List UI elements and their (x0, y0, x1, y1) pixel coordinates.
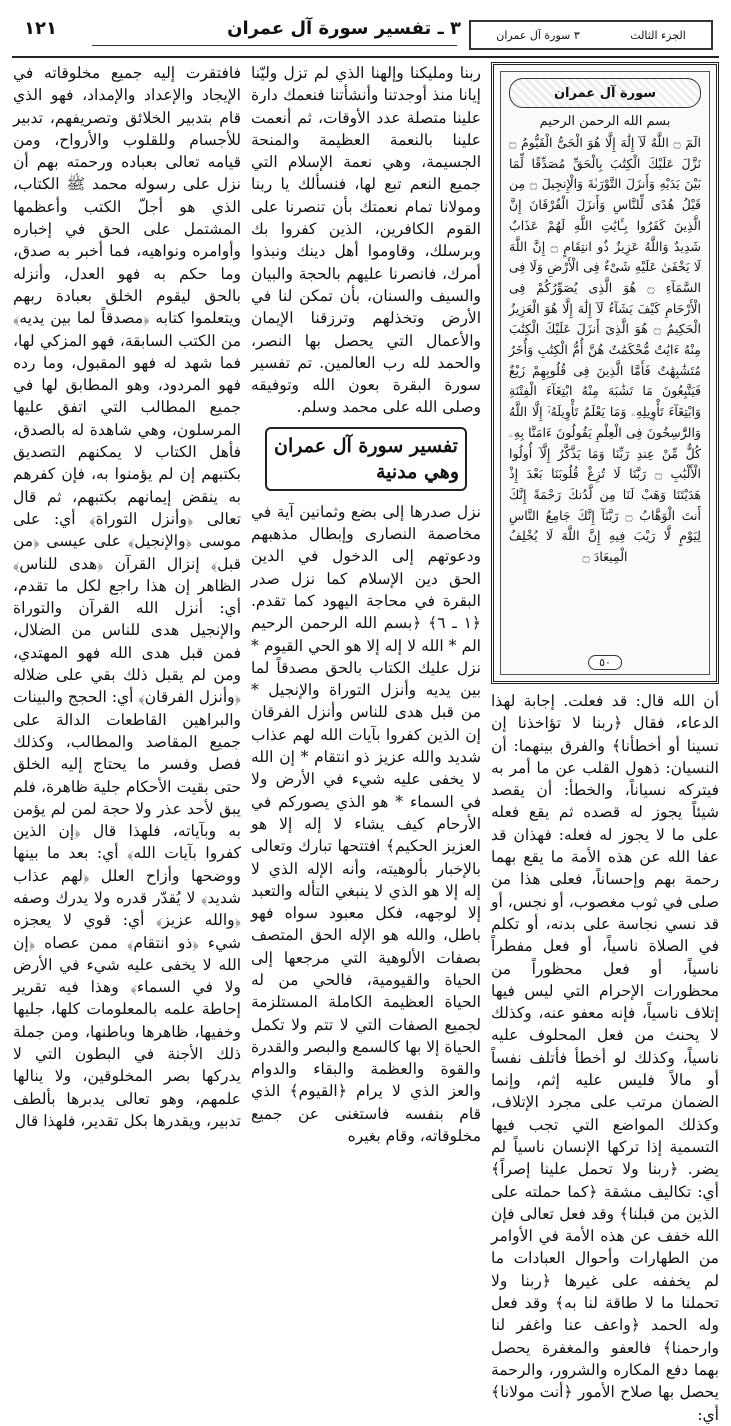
paragraph: نزل صدرها إلى بضع وثمانين آية في مخاصمة النصارى وإبطال مذهبهم ودعوتهم إلى الدخول في الدين الحق دين الإسلام كما نزل صدر البقرة في محاجة اليهود كما تقدم. ﴿١ ـ ٦﴾ ﴿بسم الله الرحمن الرحيم الم * الله لا إله إلا هو الحي القيوم * نزل عليك الكتاب بالحق مصدقاً لما بين يديه وأنزل التوراة والإنجيل * من قبل هدى للناس وأنزل الفرقان إن الذين كفروا بآيات الله لهم عذاب شديد والله عزيز ذو انتقام * إن الله لا يخفى عليه شيء في الأرض ولا في السماء * هو الذي يصوركم في الأرحام كيف يشاء لا إله إلا هو العزيز الحكيم﴾ افتتحها تبارك وتعالى بالإخبار بألوهيته، وأنه الإله الذي لا إله إلا هو الذي لا ينبغي التأله والتعبد إلا لوجهه، فكل معبود سواه فهو باطل، والله هو الإله الحق المتصف بصفات الألوهية التي مرجعها إلى الحياة والقيومية، فالحي من له الحياة العظيمة الكاملة المستلزمة لجميع الصفات التي لا تتم ولا تكمل الحياة إلا بها كالسمع والبصر والقدرة والقوة والعظمة والبقاء والدوام والعز الذي لا يرام ﴿القيوم﴾ الذي قام بنفسه فاستغنى عن جميع مخلوقاته، وقام بغيره (251, 502, 481, 1146)
column-left (13, 62, 241, 1132)
quran-surah-label: ٣ سورة آل عمران (496, 28, 580, 42)
header-rule (92, 45, 457, 46)
quran-juz-label: الجزء الثالث (630, 28, 686, 42)
paragraph: فافتقرت إليه جميع مخلوقاته في الإيجاد والإعداد والإمداد، فهو الذي قام بتدبير الخلائق وتصريفهم، تدبير للأجسام وللقلوب والأرواح، ومن قيامه تعالى بعباده ورحمته بهم أن نزل على رسوله محمد ﷺ الكتاب، الذي هو أجلّ الكتب وأعظمها المشتمل على الحق في إخباره وأوامره ونواهيه، فما أخبر به صدق، وما حكم به فهو العدل، وأنزله بالحق ليقوم الخلق بعبادة ربهم ويتعلموا كتابه ﴿مصدقاً لما بين يديه﴾ من الكتب السابقة، فهو المزكي لها، فما شهد له فهو المقبول، وما رده فهو المردود، وهو المطابق لها في جميع المطالب التي اتفق عليها المرسلون، وهي شاهدة له بالصدق، فأهل الكتاب لا يمكنهم التصديق بكتبهم إن لم يؤمنوا به، فإن كفرهم به ينقض إيمانهم بكتبهم، ثم قال تعالى ﴿وأنزل التوراة﴾ أي: على موسى ﴿والإنجيل﴾ على عيسى ﴿من قبل﴾ إنزال القرآن ﴿هدى للناس﴾ الظاهر إن هذا راجع لكل ما تقدم، أي: أنزل الله القرآن والتوراة والإنجيل هدى للناس من الضلال، فمن قبل هدى الله فهو المهتدي، ومن لم يقبل ذلك بقي على ضلاله ﴿وأنزل الفرقان﴾ أي: الحجج والبينات والبراهين القاطعات الدالة على جميع المقاصد والمطالب، وكذلك فصل وفسر ما يحتاج إليه الخلق حتى بقيت الأحكام جلية ظاهرة، فلم يبق لأحد عذر ولا حجة لمن لم يؤمن به وبآياته، فلهذا قال ﴿إن الذين كفروا بآيات الله﴾ أي: بعد ما بينها ووضحها وأزاح العلل ﴿لهم عذاب شديد﴾ لا يُقدّر قدره ولا يدرك وصفه ﴿والله عزيز﴾ أي: قوي لا يعجزه شيء ﴿ذو انتقام﴾ ممن عصاه ﴿إن الله لا يخفى عليه شيء في الأرض ولا في السماء﴾ وهذا فيه تقرير إحاطة علمه بالمعلومات كلها، جليها وخفيها، ظاهرها وباطنها، ومن جملة ذلك الأجنة في البطون التي لا يدركها بصر المخلوقين، ولا ينالها علمهم، وهو تعالى يدبرها بألطف تدبير، ويقدرها بكل تقدير، فلهذا قال (13, 64, 241, 1130)
paragraph: أن الله قال: قد فعلت. إجابة لهذا الدعاء، فقال ﴿ربنا لا تؤاخذنا إن نسينا أو أخطأنا﴾ والفرق بينهما: أن النسيان: ذهول القلب عن ما أمر به فيتركه نسياناً، والخطأ: أن يقصد شيئاً يجوز له قصده ثم يقع فعله على ما لا يجوز له فعله: فهذان قد عفا الله عن هذه الأمة ما يقع بهما رحمة بهم وإحساناً، فعلى هذا من صلى في ثوب مغصوب، أو نجس، أو قد نسي نجاسة على بدنه، أو تكلم في الصلاة ناسياً، أو فعل مفطراً ناسياً، أو فعل محظوراً من محظورات الإحرام التي ليس فيها إتلاف ناسياً، فإنه معفو عنه، وكذلك لا يحنث من فعل المحلوف عليه ناسياً، وكذلك لو أخطأ فأتلف نفساً أو مالاً فليس عليه إثم، وإنما الضمان مرتب على مجرد الإتلاف، وكذلك المواضع التي تجب فيها التسمية إذا تركها الإنسان ناسياً لم يضر. ﴿ربنا ولا تحمل علينا إصراً﴾ أي: تكاليف مشقة ﴿كما حملته على الذين من قبلنا﴾ وقد فعل تعالى فإن الله خفف عن هذه الأمة في الأوامر من الطهارات وأحوال العبادات ما لم يخففه على غيرها ﴿ربنا ولا تحملنا ما لا طاقة لنا به﴾ وقد فعل وله الحمد ﴿واعف عنا واغفر لنا وارحمنا﴾ فالعفو والمغفرة يحصل بهما دفع المكاره والشرور، والرحمة يحصل بها صلاح الأمور ﴿أنت مولانا﴾ أي: (491, 692, 719, 1424)
column-middle (251, 62, 481, 1147)
paragraph: ربنا ومليكنا وإلهنا الذي لم تزل وليّنا إيانا منذ أوجدتنا وأنشأتنا فنعمك دارة علينا متصلة عدد الأوقات، ثم أنعمت علينا بالنعمة العظيمة والمنحة الجسيمة، وهي نعمة الإسلام التي جميع النعم تبع لها، فنسألك يا ربنا ومولانا تمام نعمتك بأن تنصرنا على القوم الكافرين، الذين كفروا بك وبرسلك، وقاوموا أهل دينك ونبذوا أمرك، فانصرنا عليهم بالحجة والبيان والسيف والسنان، بأن تمكن لنا في الأرض وتخذلهم وترزقنا الإيمان والأعمال التي يحصل بها النصر، والحمد لله رب العالمين. تم تفسير سورة البقرة بعون الله وتوفيقه وصلى الله على محمد وسلم. (251, 64, 481, 417)
quran-page-number: ٥٠ (588, 655, 622, 670)
quran-page-frame (500, 71, 710, 675)
quran-verses: الٓمٓ ۝ اللَّهُ لَآ إِلَٰهَ إِلَّا هُوَ الْحَىُّ الْقَيُّومُ ۝ نَزَّلَ عَلَيْكَ الْكِتَٰبَ بِالْحَقِّ مُصَدِّقًا لِّمَا بَيْنَ يَدَيْهِ وَأَنزَلَ التَّوْرَىٰةَ وَالْإِنجِيلَ ۝ مِن قَبْلُ هُدًى لِّلنَّاسِ وَأَنزَلَ الْفُرْقَانَ إِنَّ الَّذِينَ كَفَرُوا بِـَٔايَٰتِ اللَّهِ لَهُمْ عَذَابٌ شَدِيدٌ وَاللَّهُ عَزِيزٌ ذُو انتِقَامٍ ۝ إِنَّ اللَّهَ لَا يَخْفَىٰ عَلَيْهِ شَىْءٌ فِى الْأَرْضِ وَلَا فِى السَّمَآءِ ۝ هُوَ الَّذِى يُصَوِّرُكُمْ فِى الْأَرْحَامِ كَيْفَ يَشَآءُ لَآ إِلَٰهَ إِلَّا هُوَ الْعَزِيزُ الْحَكِيمُ ۝ هُوَ الَّذِىٓ أَنزَلَ عَلَيْكَ الْكِتَٰبَ مِنْهُ ءَايَٰتٌ مُّحْكَمَٰتٌ هُنَّ أُمُّ الْكِتَٰبِ وَأُخَرُ مُتَشَٰبِهَٰتٌ فَأَمَّا الَّذِينَ فِى قُلُوبِهِمْ زَيْغٌ فَيَتَّبِعُونَ مَا تَشَٰبَهَ مِنْهُ ابْتِغَآءَ الْفِتْنَةِ وَابْتِغَآءَ تَأْوِيلِهِۦ وَمَا يَعْلَمُ تَأْوِيلَهُۥٓ إِلَّا اللَّهُ وَالرَّٰسِخُونَ فِى الْعِلْمِ يَقُولُونَ ءَامَنَّا بِهِۦ كُلٌّ مِّنْ عِندِ رَبِّنَا وَمَا يَذَّكَّرُ إِلَّآ أُولُوا الْأَلْبَٰبِ ۝ رَبَّنَا لَا تُزِغْ قُلُوبَنَا بَعْدَ إِذْ هَدَيْتَنَا وَهَبْ لَنَا مِن لَّدُنكَ رَحْمَةً إِنَّكَ أَنتَ الْوَهَّابُ ۝ رَبَّنَآ إِنَّكَ جَامِعُ النَّاسِ لِيَوْمٍ لَّا رَيْبَ فِيهِ إِنَّ اللَّهَ لَا يُخْلِفُ الْمِيعَادَ ۝ (509, 135, 702, 565)
section-title-box: تفسير سورة آل عمران وهي مدنية (265, 427, 467, 491)
page-number: ١٢١ (24, 18, 57, 39)
surah-banner: سورة آل عمران (509, 78, 701, 108)
quran-page-image (491, 62, 719, 684)
page-header (12, 12, 719, 58)
quran-page-header (469, 20, 713, 50)
column-right-text (491, 690, 719, 1426)
basmala: بسم الله الرحمن الرحيم (539, 114, 671, 129)
running-title: ٣ ـ تفسير سورة آل عمران (227, 18, 461, 39)
